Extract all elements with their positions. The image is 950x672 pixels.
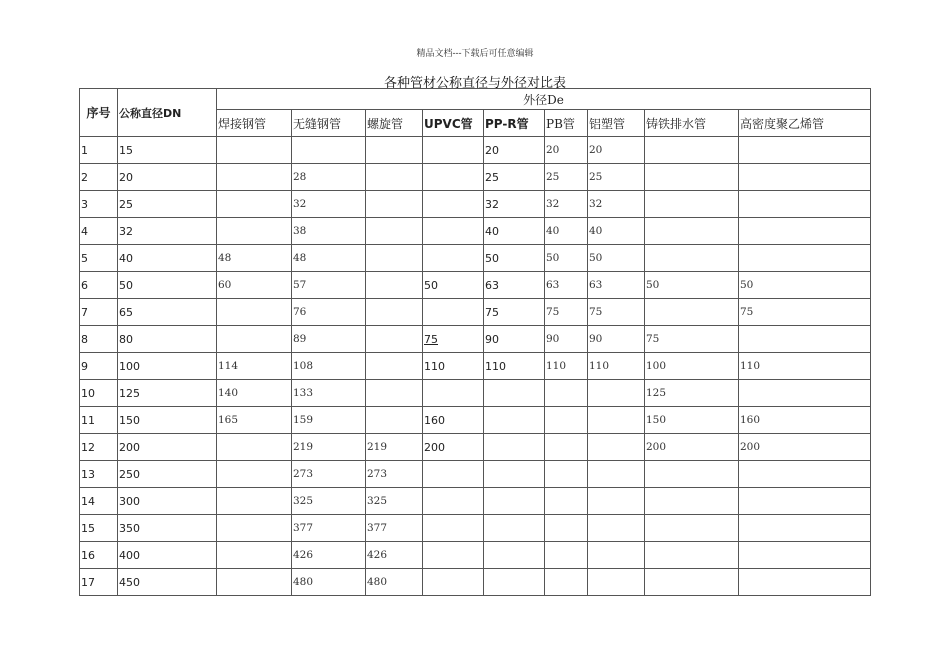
de-cell: 159 [292, 407, 366, 434]
document-title: 各种管材公称直径与外径对比表 [383, 76, 566, 91]
de-cell [217, 164, 292, 191]
de-cell: 25 [588, 164, 645, 191]
de-cell: 50 [588, 245, 645, 272]
table-row [80, 137, 871, 164]
de-cell: 100 [645, 353, 739, 380]
de-cell: 40 [545, 218, 588, 245]
de-cell [739, 218, 871, 245]
seq-cell: 9 [80, 353, 118, 380]
de-cell: 50 [484, 245, 545, 272]
de-cell: 114 [217, 353, 292, 380]
de-cell [423, 137, 484, 164]
dn-cell: 65 [118, 299, 217, 326]
table-body [80, 137, 871, 596]
table-row [80, 245, 871, 272]
de-cell [217, 488, 292, 515]
dn-cell: 50 [118, 272, 217, 299]
dn-cell: 20 [118, 164, 217, 191]
seq-cell: 11 [80, 407, 118, 434]
de-cell [739, 488, 871, 515]
de-cell [739, 542, 871, 569]
de-cell: 75 [423, 326, 484, 353]
table-row [80, 488, 871, 515]
de-cell: 20 [545, 137, 588, 164]
de-cell [217, 218, 292, 245]
de-cell [739, 191, 871, 218]
de-cell [739, 569, 871, 596]
de-cell [545, 488, 588, 515]
de-cell: 480 [292, 569, 366, 596]
de-cell: 57 [292, 272, 366, 299]
de-group-header: 外径De [217, 89, 871, 110]
de-cell [739, 380, 871, 407]
de-cell [739, 164, 871, 191]
de-cell: 28 [292, 164, 366, 191]
type-header: 螺旋管 [366, 110, 423, 137]
de-cell: 38 [292, 218, 366, 245]
dn-cell: 80 [118, 326, 217, 353]
de-cell [645, 299, 739, 326]
table-row [80, 353, 871, 380]
table-row [80, 326, 871, 353]
de-cell [423, 380, 484, 407]
de-cell [545, 461, 588, 488]
de-cell [423, 569, 484, 596]
de-cell: 75 [645, 326, 739, 353]
de-cell: 426 [292, 542, 366, 569]
de-cell [423, 191, 484, 218]
de-cell: 325 [292, 488, 366, 515]
dn-header: 公称直径DN [118, 89, 217, 137]
seq-cell: 15 [80, 515, 118, 542]
de-cell: 63 [545, 272, 588, 299]
de-cell: 63 [484, 272, 545, 299]
de-cell [645, 488, 739, 515]
de-cell: 133 [292, 380, 366, 407]
de-cell: 377 [292, 515, 366, 542]
dn-cell: 40 [118, 245, 217, 272]
de-cell: 75 [545, 299, 588, 326]
de-cell [217, 461, 292, 488]
table-row [80, 434, 871, 461]
de-cell: 75 [739, 299, 871, 326]
de-cell: 25 [484, 164, 545, 191]
de-cell [217, 191, 292, 218]
de-cell: 165 [217, 407, 292, 434]
de-cell: 480 [366, 569, 423, 596]
de-cell [484, 380, 545, 407]
de-cell [423, 299, 484, 326]
de-cell [645, 245, 739, 272]
de-cell: 200 [423, 434, 484, 461]
de-cell [588, 407, 645, 434]
de-cell: 40 [588, 218, 645, 245]
de-cell [484, 407, 545, 434]
de-cell [739, 515, 871, 542]
de-cell: 50 [739, 272, 871, 299]
de-cell [739, 245, 871, 272]
dn-cell: 15 [118, 137, 217, 164]
type-header: 铸铁排水管 [645, 110, 739, 137]
de-cell [217, 137, 292, 164]
type-header: 无缝钢管 [292, 110, 366, 137]
table-row [80, 218, 871, 245]
dn-cell: 400 [118, 542, 217, 569]
de-cell [739, 461, 871, 488]
de-cell [217, 569, 292, 596]
de-cell [484, 434, 545, 461]
de-cell [588, 569, 645, 596]
de-cell [423, 164, 484, 191]
de-cell: 200 [645, 434, 739, 461]
de-cell [423, 461, 484, 488]
de-cell [423, 218, 484, 245]
de-cell [217, 326, 292, 353]
table-row [80, 299, 871, 326]
de-cell [217, 542, 292, 569]
de-cell [366, 191, 423, 218]
de-cell: 90 [484, 326, 545, 353]
dn-cell: 32 [118, 218, 217, 245]
type-header: 焊接钢管 [217, 110, 292, 137]
de-cell [588, 434, 645, 461]
seq-cell: 6 [80, 272, 118, 299]
seq-header: 序号 [80, 89, 118, 137]
de-cell [545, 515, 588, 542]
de-cell [484, 461, 545, 488]
dn-cell: 450 [118, 569, 217, 596]
de-cell [545, 380, 588, 407]
de-cell [366, 137, 423, 164]
de-cell [545, 434, 588, 461]
de-cell [366, 164, 423, 191]
table-row [80, 515, 871, 542]
dn-cell: 200 [118, 434, 217, 461]
de-cell [484, 515, 545, 542]
de-cell: 377 [366, 515, 423, 542]
pipe-diameter-table [79, 88, 871, 596]
de-cell: 32 [292, 191, 366, 218]
de-cell: 219 [366, 434, 423, 461]
seq-cell: 3 [80, 191, 118, 218]
table-row [80, 380, 871, 407]
de-cell [366, 380, 423, 407]
de-cell [645, 164, 739, 191]
de-cell: 32 [588, 191, 645, 218]
seq-cell: 1 [80, 137, 118, 164]
de-cell [588, 380, 645, 407]
de-cell [217, 299, 292, 326]
de-cell [366, 245, 423, 272]
de-cell [588, 488, 645, 515]
dn-cell: 350 [118, 515, 217, 542]
de-cell: 200 [739, 434, 871, 461]
de-cell: 50 [545, 245, 588, 272]
seq-cell: 2 [80, 164, 118, 191]
de-cell [366, 326, 423, 353]
de-cell: 273 [292, 461, 366, 488]
de-cell: 75 [484, 299, 545, 326]
seq-cell: 13 [80, 461, 118, 488]
de-cell [423, 488, 484, 515]
dn-cell: 25 [118, 191, 217, 218]
de-cell [366, 218, 423, 245]
de-cell: 75 [588, 299, 645, 326]
header-row-top [80, 89, 871, 110]
de-cell: 50 [645, 272, 739, 299]
de-cell [484, 488, 545, 515]
de-cell [217, 515, 292, 542]
de-cell [366, 272, 423, 299]
de-cell: 32 [484, 191, 545, 218]
de-cell: 20 [484, 137, 545, 164]
dn-cell: 250 [118, 461, 217, 488]
header-note: 精品文档---下载后可任意编辑 [416, 49, 534, 59]
de-cell [588, 542, 645, 569]
de-cell: 110 [423, 353, 484, 380]
seq-cell: 5 [80, 245, 118, 272]
de-cell [366, 407, 423, 434]
de-cell: 160 [739, 407, 871, 434]
seq-cell: 4 [80, 218, 118, 245]
table-row [80, 461, 871, 488]
de-cell: 40 [484, 218, 545, 245]
de-cell: 110 [545, 353, 588, 380]
de-cell [366, 299, 423, 326]
de-cell: 160 [423, 407, 484, 434]
table-row [80, 164, 871, 191]
table-row [80, 407, 871, 434]
de-cell [292, 137, 366, 164]
de-cell [545, 542, 588, 569]
de-cell: 108 [292, 353, 366, 380]
de-cell: 89 [292, 326, 366, 353]
dn-cell: 300 [118, 488, 217, 515]
type-header: 高密度聚乙烯管 [739, 110, 871, 137]
seq-cell: 16 [80, 542, 118, 569]
de-cell: 125 [645, 380, 739, 407]
de-cell [739, 326, 871, 353]
de-cell [645, 569, 739, 596]
de-cell [588, 515, 645, 542]
de-cell: 90 [588, 326, 645, 353]
de-cell: 76 [292, 299, 366, 326]
de-cell [739, 137, 871, 164]
de-cell: 25 [545, 164, 588, 191]
de-cell [645, 191, 739, 218]
de-cell: 90 [545, 326, 588, 353]
de-cell [645, 542, 739, 569]
dn-cell: 150 [118, 407, 217, 434]
de-cell [484, 569, 545, 596]
de-cell: 140 [217, 380, 292, 407]
type-header: UPVC管 [423, 110, 484, 137]
de-cell [366, 353, 423, 380]
de-cell [423, 515, 484, 542]
de-cell [545, 569, 588, 596]
table-row [80, 569, 871, 596]
seq-cell: 17 [80, 569, 118, 596]
seq-cell: 10 [80, 380, 118, 407]
de-cell: 48 [217, 245, 292, 272]
seq-cell: 8 [80, 326, 118, 353]
de-cell [217, 434, 292, 461]
type-header: PP-R管 [484, 110, 545, 137]
dn-cell: 125 [118, 380, 217, 407]
de-cell [645, 137, 739, 164]
de-cell: 110 [739, 353, 871, 380]
de-cell [645, 461, 739, 488]
de-cell [545, 407, 588, 434]
de-cell: 110 [484, 353, 545, 380]
de-cell: 110 [588, 353, 645, 380]
de-cell [423, 245, 484, 272]
de-cell: 60 [217, 272, 292, 299]
type-header: 铝塑管 [588, 110, 645, 137]
table-row [80, 542, 871, 569]
dn-cell: 100 [118, 353, 217, 380]
de-cell [423, 542, 484, 569]
de-cell: 325 [366, 488, 423, 515]
de-cell: 63 [588, 272, 645, 299]
de-cell: 20 [588, 137, 645, 164]
de-cell: 426 [366, 542, 423, 569]
table-row [80, 272, 871, 299]
seq-cell: 12 [80, 434, 118, 461]
de-cell [484, 542, 545, 569]
de-cell: 150 [645, 407, 739, 434]
de-cell: 273 [366, 461, 423, 488]
seq-cell: 7 [80, 299, 118, 326]
table-row [80, 191, 871, 218]
de-cell: 48 [292, 245, 366, 272]
de-cell: 50 [423, 272, 484, 299]
de-cell [645, 218, 739, 245]
de-cell [645, 515, 739, 542]
de-cell: 32 [545, 191, 588, 218]
type-header: PB管 [545, 110, 588, 137]
seq-cell: 14 [80, 488, 118, 515]
de-cell: 219 [292, 434, 366, 461]
de-cell [588, 461, 645, 488]
